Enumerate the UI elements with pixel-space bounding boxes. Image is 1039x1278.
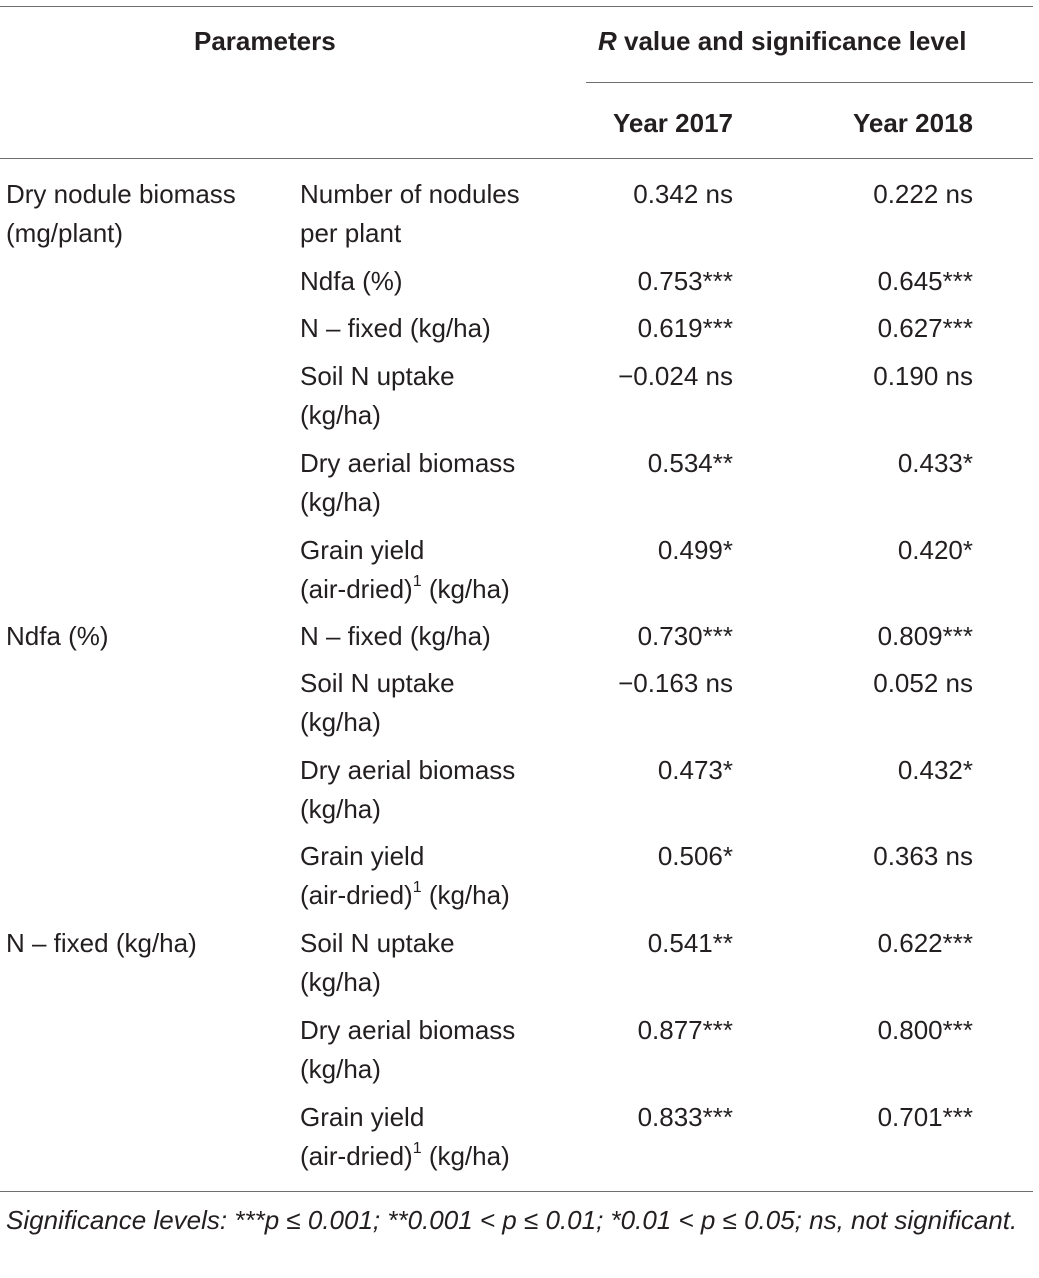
row-value-2018: 0.363 ns (873, 841, 973, 871)
row-value-2018: 0.622*** (877, 928, 973, 958)
row-value-2018: 0.627*** (877, 313, 973, 343)
row-param-cont: (kg/ha) (300, 487, 381, 517)
row-value-2018: 0.645*** (877, 266, 973, 296)
header-bottom-rule (0, 158, 1033, 159)
row-value-2017: 0.730*** (637, 621, 733, 651)
row-value-2017: 0.619*** (637, 313, 733, 343)
group-param: N – fixed (kg/ha) (6, 928, 197, 958)
row-param-cont: (kg/ha) (300, 1054, 381, 1084)
row-value-2018: 0.190 ns (873, 361, 973, 391)
row-value-2017: 0.342 ns (633, 179, 733, 209)
row-param: Soil N uptake (300, 361, 455, 391)
row-param-cont (300, 876, 510, 915)
row-value-2018: 0.052 ns (873, 668, 973, 698)
group-param-unit: (mg/plant) (6, 218, 124, 248)
row-value-2018: 0.433* (897, 448, 973, 478)
table-top-rule (0, 6, 1033, 7)
row-value-2017: 0.534** (647, 448, 733, 478)
row-param-cont: per plant (300, 218, 402, 248)
table-bottom-rule (0, 1191, 1033, 1192)
row-param: Grain yield (300, 535, 425, 565)
row-value-2017: 0.499* (657, 535, 733, 565)
header-parameters: Parameters (194, 26, 336, 56)
row-param-cont-a: (air-dried) (300, 1141, 413, 1171)
row-param: N – fixed (kg/ha) (300, 313, 491, 343)
row-param-cont-b: (kg/ha) (421, 880, 510, 910)
row-param-cont-a: (air-dried) (300, 574, 413, 604)
group-param: Dry nodule biomass (6, 179, 236, 209)
footnote-marker: 1 (412, 1140, 422, 1158)
row-param: Dry aerial biomass (300, 755, 516, 785)
row-param-cont (300, 570, 510, 609)
row-value-2017: 0.753*** (637, 266, 733, 296)
row-param: Grain yield (300, 1102, 425, 1132)
row-param: Number of nodules (300, 179, 520, 209)
row-param: Soil N uptake (300, 668, 455, 698)
row-value-2018: 0.432* (897, 755, 973, 785)
footnote-marker: 1 (412, 879, 422, 897)
row-param-cont-a: (air-dried) (300, 880, 413, 910)
row-param: Dry aerial biomass (300, 1015, 516, 1045)
row-value-2018: 0.222 ns (873, 179, 973, 209)
header-subrule (586, 82, 1033, 83)
footnote-marker: 1 (412, 573, 422, 591)
row-value-2017: 0.877*** (637, 1015, 733, 1045)
row-value-2017: 0.506* (657, 841, 733, 871)
row-value-2017: −0.163 ns (618, 668, 733, 698)
row-value-2018: 0.701*** (877, 1102, 973, 1132)
row-value-2018: 0.800*** (877, 1015, 973, 1045)
row-value-2018: 0.420* (897, 535, 973, 565)
header-r-rest: value and significance level (616, 26, 967, 56)
row-param-cont: (kg/ha) (300, 400, 381, 430)
row-param: Ndfa (%) (300, 266, 403, 296)
row-value-2017: 0.541** (647, 928, 733, 958)
row-param: N – fixed (kg/ha) (300, 621, 491, 651)
row-param-cont: (kg/ha) (300, 707, 381, 737)
row-value-2017: −0.024 ns (618, 361, 733, 391)
row-param-cont-b: (kg/ha) (421, 1141, 510, 1171)
row-param: Soil N uptake (300, 928, 455, 958)
header-r-value (598, 22, 967, 61)
table-footnote: Significance levels: ***p ≤ 0.001; **0.001 < p ≤ 0.01; *0.01 < p ≤ 0.05; ns, not significant. (6, 1205, 1018, 1235)
header-r-italic: R (598, 26, 617, 56)
row-param: Grain yield (300, 841, 425, 871)
row-param-cont: (kg/ha) (300, 967, 381, 997)
group-param: Ndfa (%) (6, 621, 109, 651)
header-year-2018: Year 2018 (852, 108, 973, 138)
row-param-cont: (kg/ha) (300, 794, 381, 824)
row-param: Dry aerial biomass (300, 448, 516, 478)
row-value-2017: 0.833*** (637, 1102, 733, 1132)
row-value-2017: 0.473* (657, 755, 733, 785)
row-param-cont-b: (kg/ha) (421, 574, 510, 604)
row-value-2018: 0.809*** (877, 621, 973, 651)
header-year-2017: Year 2017 (612, 108, 733, 138)
row-param-cont (300, 1137, 510, 1176)
